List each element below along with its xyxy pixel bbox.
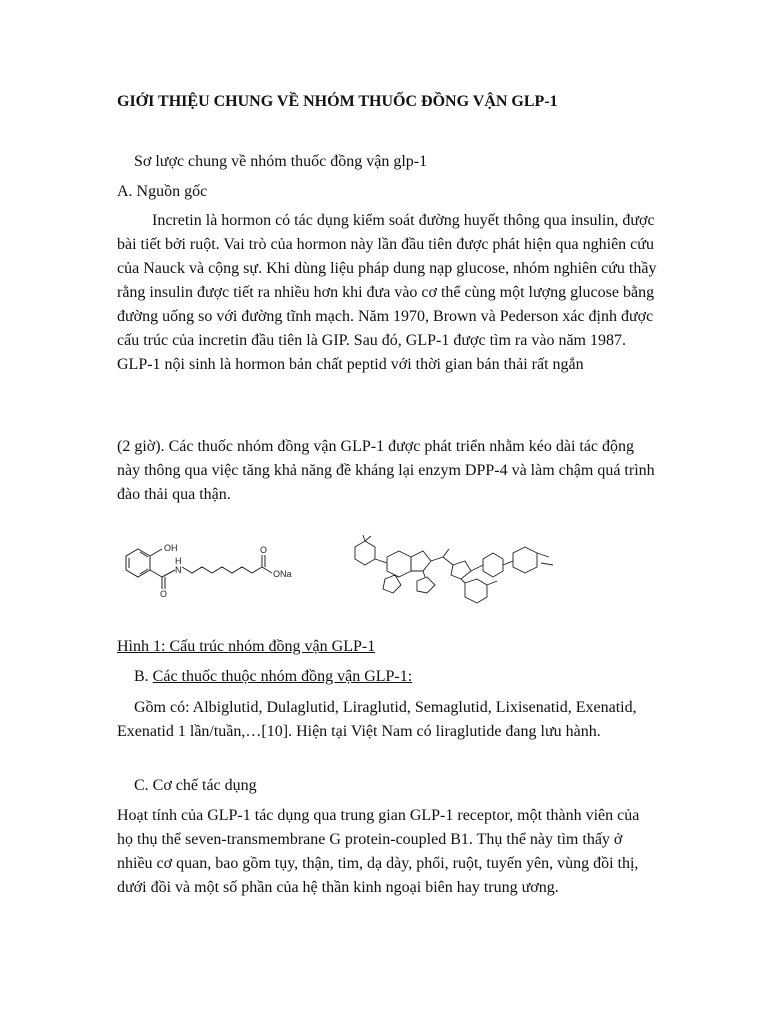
carboxyl-o-label: O — [260, 545, 268, 555]
paragraph-origin: Incretin là hormon có tác dụng kiểm soát đường huyết thông qua insulin, được bài tiết bởi ruột. Vai trò của hormon này lần đầu tiên được phát hiện qua nghiên cứu của Nauck và cộng sự. Khi dùng liệu pháp dung nạp glucose, nhóm nghiên cứu thầy rằng insulin được tiết ra nhiều hơn khi đưa vào cơ thể cùng một lượng glucose bằng đường uống so với đường tĩnh mạch. Năm 1970, Brown và Pederson xác định được cấu trúc của incretin đầu tiên là GIP. Sau đó, GLP-1 được tìm ra vào năm 1987. GLP-1 nội sinh là hormon bản chất peptid với thời gian bán thải rất ngắn — [117, 212, 657, 373]
section-a-heading: A. Nguồn gốc — [117, 183, 208, 200]
amide-h-label: H — [175, 556, 182, 566]
section-b-title: Các thuốc thuộc nhóm đồng vận GLP-1: — [152, 668, 413, 685]
summary-heading: Sơ lược chung về nhóm thuốc đồng vận glp-1 — [134, 153, 428, 170]
molecule-snac-structure — [120, 535, 320, 599]
section-b-heading — [134, 665, 674, 689]
section-b-prefix: B. — [134, 668, 149, 685]
amide-n-label: N — [175, 565, 182, 575]
paragraph-origin-continued: (2 giờ). Các thuốc nhóm đồng vận GLP-1 được phát triển nhằm kéo dài tác động này thông qua việc tăng khả năng đề kháng lại enzym DPP-4 và làm chậm quá trình đào thải qua thận. — [117, 438, 655, 503]
amide-o-label: O — [160, 589, 168, 599]
paragraph-drug-list: Gồm có: Albiglutid, Dulaglutid, Liraglutid, Semaglutid, Lixisenatid, Exenatid, Exenatid 1 lần/tuần,…[10]. Hiện tại Việt Nam có liraglutide đang lưu hành. — [117, 699, 637, 740]
figure-caption: Hình 1: Cấu trúc nhóm đồng vận GLP-1 — [117, 638, 376, 655]
sodium-salt-label: ONa — [273, 569, 292, 579]
hydroxyl-label: OH — [164, 543, 178, 553]
paragraph-mechanism: Hoạt tính của GLP-1 tác dụng qua trung gian GLP-1 receptor, một thành viên của họ thụ thể seven-transmembrane G protein-coupled B1. Thụ thể này tìm thấy ở nhiều cơ quan, bao gồm tụy, thận, tim, dạ dày, phổi, ruột, tuyến yên, vùng đồi thị, dưới đồi và một số phần của hệ thần kinh ngoại biên hay trung ương. — [117, 807, 640, 896]
molecule-complex-structure — [345, 535, 555, 605]
document-title: GIỚI THIỆU CHUNG VỀ NHÓM THUỐC ĐỒNG VẬN GLP-1 — [117, 93, 558, 110]
section-c-heading: C. Cơ chế tác dụng — [134, 777, 257, 794]
